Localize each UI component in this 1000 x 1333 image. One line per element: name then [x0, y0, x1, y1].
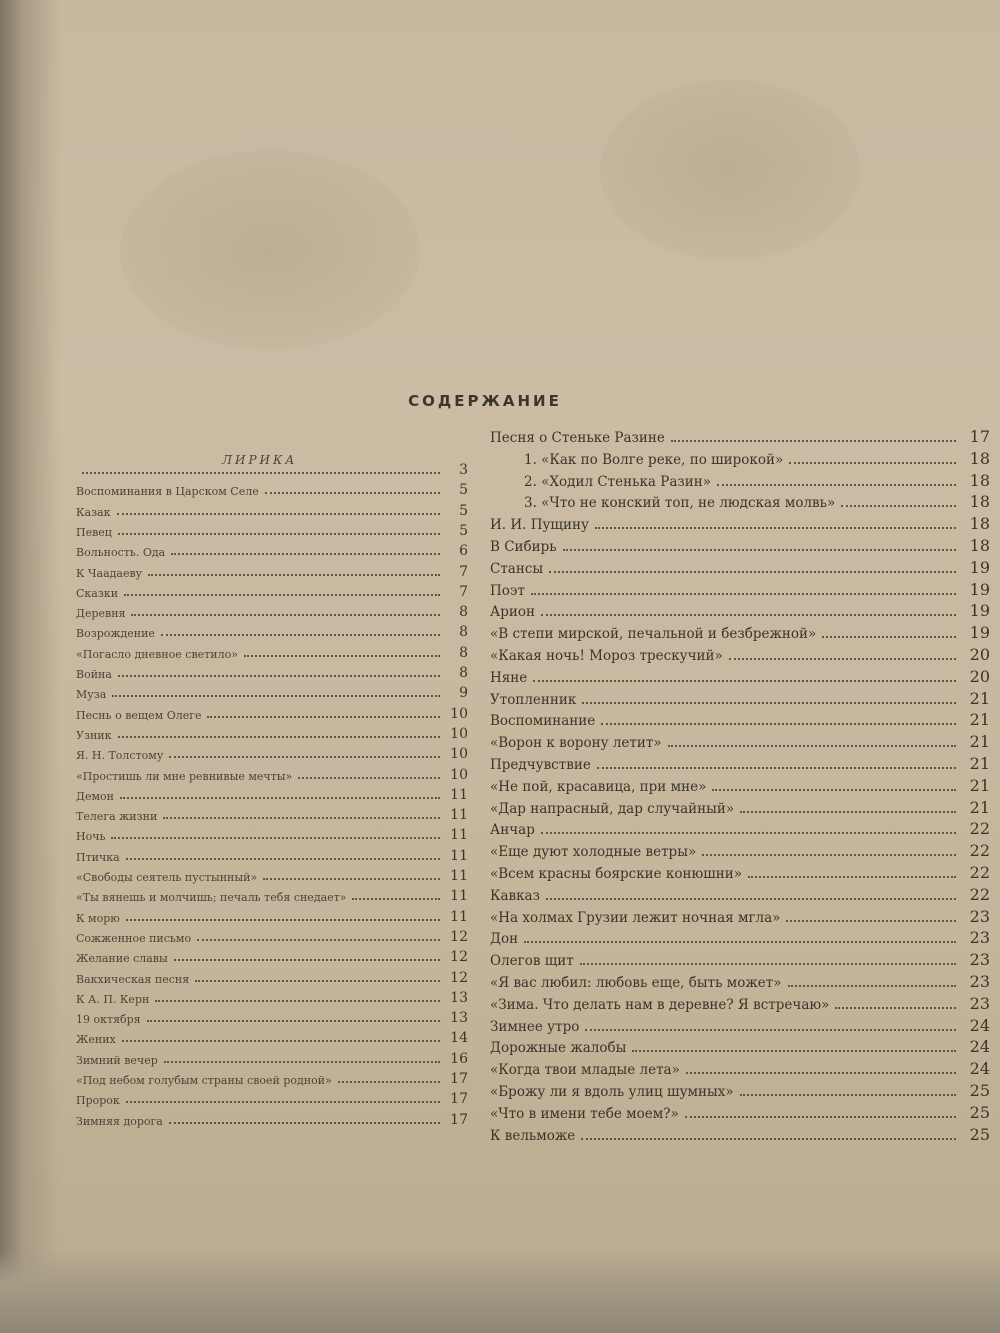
dot-leader [524, 941, 956, 943]
toc-entry-title: «Не пой, красавица, при мне» [490, 778, 707, 795]
dot-leader [835, 1007, 956, 1009]
toc-entry-title: Арион [490, 604, 535, 621]
toc-entry-page: 6 [459, 543, 468, 560]
toc-entry [490, 927, 990, 947]
dot-leader [740, 811, 956, 813]
toc-entry-page: 19 [969, 579, 990, 599]
toc-entry [76, 539, 468, 559]
toc-entry [76, 1067, 468, 1087]
toc-entry-page: 10 [450, 766, 468, 783]
toc-entry-page: 19 [969, 623, 990, 643]
toc-entry-page: 22 [969, 841, 990, 861]
toc-entry-page: 22 [969, 819, 990, 839]
dot-leader [668, 745, 956, 747]
toc-entry-title: В Сибирь [490, 539, 557, 555]
toc-entry-title: «Ты вянешь и молчишь; печаль тебя снедает» [76, 891, 347, 905]
toc-entry [76, 519, 468, 539]
toc-entry-page: 10 [450, 746, 468, 763]
toc-entry-page: 25 [969, 1124, 990, 1144]
toc-entry-title: «Дар напрасный, дар случайный» [490, 800, 735, 817]
dot-leader [195, 980, 440, 982]
toc-entry-page: 23 [969, 972, 990, 991]
toc-entry-title: Желание славы [76, 952, 168, 966]
dot-leader [131, 614, 440, 616]
dot-leader [686, 1072, 956, 1074]
dot-leader [126, 1101, 440, 1103]
dot-leader [118, 533, 440, 535]
dot-leader [126, 919, 440, 921]
toc-entry-title: Жених [76, 1033, 116, 1047]
toc-entry [490, 731, 990, 751]
toc-entry [76, 763, 468, 783]
toc-entry-page: 17 [969, 427, 990, 446]
toc-entry-page: 24 [969, 1059, 990, 1079]
contents-title: СОДЕРЖАНИЕ [408, 392, 562, 410]
toc-entry-page: 7 [459, 563, 468, 580]
toc-entry [490, 797, 990, 817]
toc-entry-title: Анчар [490, 822, 535, 839]
toc-entry [490, 622, 990, 642]
toc-entry-page: 21 [969, 797, 990, 817]
toc-entry-page: 8 [459, 644, 468, 661]
toc-entry [490, 557, 990, 577]
toc-entry-title: И. И. Пущину [490, 517, 589, 534]
toc-entry [490, 818, 990, 838]
toc-entry-title: «Брожу ли я вдоль улиц шумных» [490, 1084, 734, 1100]
dot-leader [111, 837, 440, 839]
toc-entry-page: 5 [459, 482, 468, 499]
toc-entry-page: 21 [969, 710, 990, 730]
toc-entry-page: 11 [450, 888, 468, 905]
dot-leader [124, 594, 440, 596]
toc-entry-title: Олегов щит [490, 953, 574, 970]
toc-entry-page: 21 [969, 775, 990, 795]
toc-entry [490, 1015, 990, 1035]
toc-entry-page: 11 [450, 908, 468, 925]
toc-entry [490, 600, 990, 620]
toc-entry-title: «Погасло дневное светило» [76, 647, 238, 661]
toc-entry [490, 579, 990, 599]
toc-entry-title: 1. «Как по Волге реке, по широкой» [524, 451, 784, 468]
toc-entry-title: Воспоминания в Царском Селе [76, 485, 259, 499]
toc-entry-title: Демон [76, 789, 114, 803]
toc-entry-title: К морю [76, 911, 120, 925]
toc-entry-page: 21 [969, 754, 990, 773]
toc-entry-page: 8 [459, 665, 468, 681]
toc-entry-title: Воспоминание [490, 713, 596, 730]
toc-entry-page: 13 [450, 1010, 468, 1027]
toc-entry [76, 986, 468, 1006]
toc-entry-page: 25 [969, 1081, 990, 1100]
toc-entry [76, 499, 468, 519]
toc-entry-title: «Ворон к ворону летит» [490, 735, 662, 752]
dot-leader [169, 756, 440, 758]
toc-entry-title: Муза [76, 688, 107, 702]
toc-entry-page: 12 [450, 928, 468, 945]
toc-entry-title: Сказки [76, 586, 119, 600]
toc-entry-page: 7 [459, 583, 468, 600]
toc-entry-page: 18 [969, 492, 990, 512]
toc-entry-page: 11 [450, 827, 468, 844]
toc-entry-page: 3 [459, 462, 468, 478]
dot-leader [122, 1040, 440, 1042]
toc-entry [490, 1080, 990, 1100]
dot-leader [740, 1094, 956, 1096]
toc-entry-page: 11 [450, 847, 468, 864]
toc-entry [76, 620, 468, 640]
toc-entry-page: 19 [969, 601, 990, 621]
dot-leader [685, 1116, 956, 1118]
toc-entry [490, 535, 990, 555]
toc-entry-title: Дон [490, 931, 519, 948]
toc-entry-page: 5 [459, 502, 468, 519]
book-spine-shadow [0, 0, 60, 1333]
dot-leader [169, 1122, 440, 1124]
toc-entry-title: «Под небом голубым страны своей родной» [76, 1074, 332, 1087]
toc-entry-page: 11 [450, 786, 468, 803]
toc-entry [490, 993, 990, 1013]
toc-entry-title: «Я вас любил: любовь еще, быть может» [490, 975, 782, 991]
toc-entry [76, 702, 468, 722]
toc-entry-page: 11 [450, 868, 468, 884]
toc-entry [76, 803, 468, 823]
toc-entry [490, 884, 990, 904]
toc-entry [490, 753, 990, 773]
toc-entry-title: Кавказ [490, 887, 540, 904]
toc-entry [76, 1087, 468, 1107]
toc-entry-title: Пророк [76, 1094, 120, 1108]
toc-entry-title: Птичка [76, 850, 120, 864]
toc-entry-page: 5 [459, 522, 468, 539]
toc-entry-title: «Простишь ли мне ревнивые мечты» [76, 769, 293, 783]
toc-entry-title: Зимнее утро [490, 1018, 580, 1035]
toc-entry-page: 21 [969, 732, 990, 752]
toc-entry [490, 1102, 990, 1122]
toc-entry-title: «Всем красны боярские конюшни» [490, 866, 743, 882]
dot-leader [563, 549, 956, 551]
toc-entry-page: 18 [969, 514, 990, 534]
dot-leader [546, 898, 956, 900]
toc-entry-title: Сожженное письмо [76, 931, 192, 945]
paper-stain [600, 80, 860, 260]
dot-leader [82, 472, 440, 474]
toc-entry [490, 971, 990, 991]
toc-entry [76, 600, 468, 620]
dot-leader [207, 716, 440, 718]
dot-leader [748, 876, 956, 878]
toc-entry-title: Ночь [76, 830, 106, 844]
toc-entry [490, 644, 990, 664]
toc-entry-page: 22 [969, 884, 990, 904]
toc-entry [76, 458, 468, 478]
toc-entry-title: 2. «Ходил Стенька Разин» [524, 473, 712, 490]
toc-entry [490, 513, 990, 533]
toc-entry-title: «Какая ночь! Мороз трескучий» [490, 648, 723, 664]
toc-entry-page: 9 [459, 685, 468, 702]
toc-entry-title: «Свободы сеятель пустынный» [76, 871, 258, 884]
toc-entry-page: 24 [969, 1037, 990, 1057]
dot-leader [595, 527, 956, 529]
toc-entry-title: Певец [76, 525, 112, 539]
toc-entry [76, 742, 468, 762]
toc-entry [76, 580, 468, 600]
dot-leader [117, 513, 440, 515]
dot-leader [822, 636, 956, 638]
toc-entry-title: «Когда твои младые лета» [490, 1062, 680, 1079]
toc-entry-title: Зимняя дорога [76, 1114, 163, 1128]
dot-leader [581, 1138, 956, 1140]
toc-entry-title: Поэт [490, 582, 525, 599]
toc-entry [76, 1047, 468, 1067]
toc-entry-title: Песня о Стеньке Разине [490, 430, 665, 446]
toc-entry-page: 18 [969, 470, 990, 490]
toc-entry [76, 884, 468, 904]
dot-leader [163, 817, 440, 819]
dot-leader [717, 484, 956, 486]
dot-leader [118, 675, 440, 677]
toc-entry [76, 661, 468, 681]
toc-entry [490, 906, 990, 926]
toc-entry [76, 966, 468, 986]
toc-entry [76, 783, 468, 803]
toc-entry-title: Дорожные жалобы [490, 1040, 627, 1057]
toc-entry-title: Предчувствие [490, 757, 591, 773]
dot-leader [118, 736, 441, 738]
dot-leader [263, 878, 440, 880]
toc-entry [76, 1006, 468, 1026]
toc-entry-page: 13 [450, 989, 468, 1006]
toc-entry [490, 688, 990, 708]
toc-entry [490, 426, 990, 446]
dot-leader [112, 695, 440, 697]
toc-entry-title: Утопленник [490, 691, 577, 708]
toc-entry-page: 23 [969, 928, 990, 948]
dot-leader [541, 614, 956, 616]
toc-entry [490, 840, 990, 860]
dot-leader [549, 571, 956, 573]
dot-leader [541, 832, 956, 834]
dot-leader [533, 680, 956, 682]
dot-leader [352, 898, 440, 900]
dot-leader [164, 1061, 440, 1063]
toc-entry-page: 19 [969, 557, 990, 577]
toc-entry-page: 8 [459, 604, 468, 621]
paper-stain [120, 150, 420, 350]
toc-entry [76, 925, 468, 945]
toc-entry [490, 1036, 990, 1056]
toc-entry [76, 641, 468, 661]
toc-entry-page: 24 [969, 1015, 990, 1035]
dot-leader [155, 1000, 440, 1002]
toc-entry-page: 8 [459, 624, 468, 641]
dot-leader [126, 858, 440, 860]
toc-entry [76, 1108, 468, 1128]
toc-entry-title: Стансы [490, 560, 544, 577]
toc-entry-page: 23 [969, 993, 990, 1013]
toc-entry-title: Возрождение [76, 627, 155, 641]
toc-entry-title: Вольность. Ода [76, 546, 166, 560]
toc-entry-title: Узник [76, 728, 112, 742]
toc-entry-page: 11 [450, 807, 468, 824]
toc-entry-page: 17 [450, 1091, 468, 1108]
dot-leader [786, 920, 956, 922]
toc-entry-title: «Зима. Что делать нам в деревне? Я встречаю» [490, 996, 830, 1013]
dot-leader [120, 797, 440, 799]
toc-entry-title: К А. П. Керн [76, 992, 150, 1006]
toc-entry-page: 17 [450, 1111, 468, 1128]
toc-entry-title: К Чаадаеву [76, 566, 143, 580]
dot-leader [148, 574, 440, 576]
toc-entry-page: 23 [969, 950, 990, 970]
dot-leader [147, 1020, 440, 1022]
dot-leader [585, 1029, 956, 1031]
toc-entry-page: 18 [969, 448, 990, 468]
toc-entry [76, 864, 468, 884]
dot-leader [338, 1081, 440, 1083]
toc-entry-page: 21 [969, 688, 990, 708]
toc-entry-page: 20 [969, 666, 990, 686]
page-bottom-edge [0, 1250, 1000, 1333]
toc-entry [76, 945, 468, 965]
toc-entry-page: 14 [450, 1030, 468, 1047]
dot-leader [298, 777, 440, 779]
toc-entry-title: К вельможе [490, 1127, 576, 1144]
dot-leader [729, 658, 956, 660]
toc-entry [490, 448, 990, 468]
toc-entry-title: Вакхическая песня [76, 972, 190, 986]
toc-entry-title: Война [76, 668, 112, 681]
toc-entry [76, 722, 468, 742]
dot-leader [632, 1050, 956, 1052]
toc-entry-page: 10 [450, 725, 468, 742]
toc-entry-page: 20 [969, 645, 990, 664]
dot-leader [265, 492, 440, 494]
section-heading-lyrics: ЛИРИКА [222, 453, 298, 467]
toc-entry-title: «Еще дуют холодные ветры» [490, 844, 697, 861]
toc-entry [490, 470, 990, 490]
dot-leader [601, 723, 956, 725]
toc-entry [490, 709, 990, 729]
toc-entry [490, 1124, 990, 1144]
dot-leader [597, 767, 956, 769]
toc-entry [76, 478, 468, 498]
toc-entry-title: Казак [76, 505, 111, 519]
toc-entry [76, 1026, 468, 1046]
toc-entry [490, 1058, 990, 1078]
toc-entry [490, 862, 990, 882]
toc-entry [76, 823, 468, 843]
dot-leader [244, 655, 440, 657]
toc-entry-title: Деревня [76, 607, 126, 621]
toc-entry-page: 22 [969, 863, 990, 882]
toc-entry-title: Няне [490, 669, 528, 686]
toc-entry-title: Я. Н. Толстому [76, 749, 164, 763]
toc-entry-title: «На холмах Грузии лежит ночная мгла» [490, 909, 781, 926]
toc-entry-page: 23 [969, 906, 990, 926]
toc-entry-title: «В степи мирской, печальной и безбрежной» [490, 626, 817, 643]
toc-entry-page: 25 [969, 1102, 990, 1122]
toc-entry [490, 491, 990, 511]
dot-leader [841, 505, 956, 507]
toc-entry-page: 12 [450, 969, 468, 986]
toc-entry-page: 16 [450, 1050, 468, 1067]
toc-entry [76, 681, 468, 701]
toc-entry-title: Зимний вечер [76, 1053, 158, 1067]
dot-leader [789, 462, 956, 464]
dot-leader [161, 634, 440, 636]
toc-entry-title: Телега жизни [76, 810, 158, 824]
dot-leader [197, 939, 440, 941]
toc-entry-title: «Что в имени тебе моем?» [490, 1105, 679, 1122]
toc-entry-title: Песнь о вещем Олеге [76, 708, 202, 722]
toc-entry-title: 3. «Что не конский топ, не людская молвь» [524, 495, 836, 512]
toc-entry [76, 560, 468, 580]
dot-leader [171, 553, 440, 555]
toc-entry [490, 666, 990, 686]
dot-leader [788, 985, 956, 987]
toc-entry-page: 10 [450, 705, 468, 722]
dot-leader [671, 440, 956, 442]
dot-leader [174, 959, 440, 961]
dot-leader [702, 854, 956, 856]
toc-entry-title: 19 октября [76, 1013, 141, 1027]
toc-entry [76, 905, 468, 925]
toc-entry-page: 12 [450, 949, 468, 966]
toc-entry [76, 844, 468, 864]
toc-entry-page: 18 [969, 536, 990, 555]
dot-leader [582, 702, 956, 704]
toc-entry [490, 775, 990, 795]
toc-entry-page: 17 [450, 1071, 468, 1087]
toc-entry [490, 949, 990, 969]
dot-leader [712, 789, 956, 791]
dot-leader [580, 963, 956, 965]
dot-leader [531, 593, 956, 595]
